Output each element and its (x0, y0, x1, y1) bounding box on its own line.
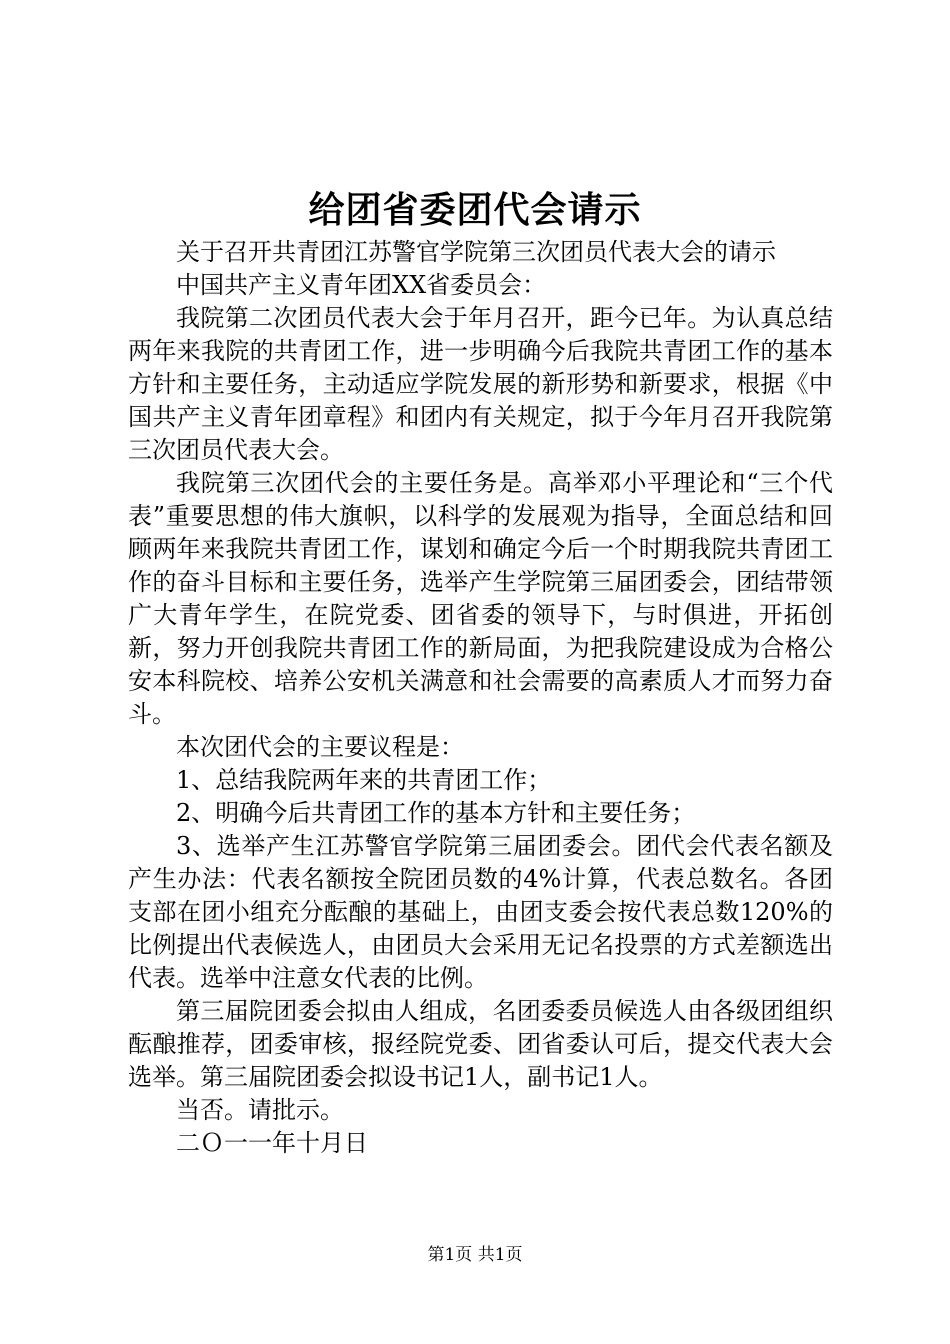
body-paragraph: 我院第二次团员代表大会于年月召开，距今已年。为认真总结两年来我院的共青团工作，进一步明确今后我院共青团工作的基本方针和主要任务，主动适应学院发展的新形势和新要求，根据《中国共产主义青年团章程》和团内有关规定，拟于今年月召开我院第三次团员代表大会。 (128, 304, 833, 464)
agenda-item: 1、总结我院两年来的共青团工作； (176, 766, 552, 794)
agenda-intro: 本次团代会的主要议程是： (176, 733, 464, 761)
request-heading: 关于召开共青团江苏警官学院第三次团员代表大会的请示 (176, 238, 776, 266)
body-paragraph: 第三届院团委会拟由人组成，名团委委员候选人由各级团组织酝酿推荐，团委审核，报经院党委、团省委认可后，提交代表大会选举。第三届院团委会拟设书记1人，副书记1人。 (128, 997, 833, 1091)
body-paragraph: 我院第三次团代会的主要任务是。高举邓小平理论和“三个代表”重要思想的伟大旗帜，以科学的发展观为指导，全面总结和回顾两年来我院共青团工作，谋划和确定今后一个时期我院共青团工作的奋斗目标和主要任务，选举产生学院第三届团委会，团结带领广大青年学生，在院党委、团省委的领导下，与时俱进，开拓创新，努力开创我院共青团工作的新局面，为把我院建设成为合格公安本科院校、培养公安机关满意和社会需要的高素质人才而努力奋斗。 (128, 469, 833, 728)
agenda-item: 3、选举产生江苏警官学院第三届团委会。团代会代表名额及产生办法：代表名额按全院团员数的4%计算，代表总数名。各团支部在团小组充分酝酿的基础上，由团支委会按代表总数120%的比例提出代表候选人，由团员大会采用无记名投票的方式差额选出代表。选举中注意女代表的比例。 (128, 832, 833, 992)
document-body (128, 236, 833, 1160)
recipient-line: 中国共产主义青年团XX省委员会： (176, 271, 547, 299)
page-number: 第1页 共1页 (427, 1245, 523, 1265)
date-line: 二Ｏ一一年十月日 (176, 1129, 368, 1157)
document-title: 给团省委团代会请示 (308, 189, 642, 231)
closing-line: 当否。请批示。 (176, 1096, 344, 1124)
agenda-item: 2、明确今后共青团工作的基本方针和主要任务； (176, 799, 696, 827)
